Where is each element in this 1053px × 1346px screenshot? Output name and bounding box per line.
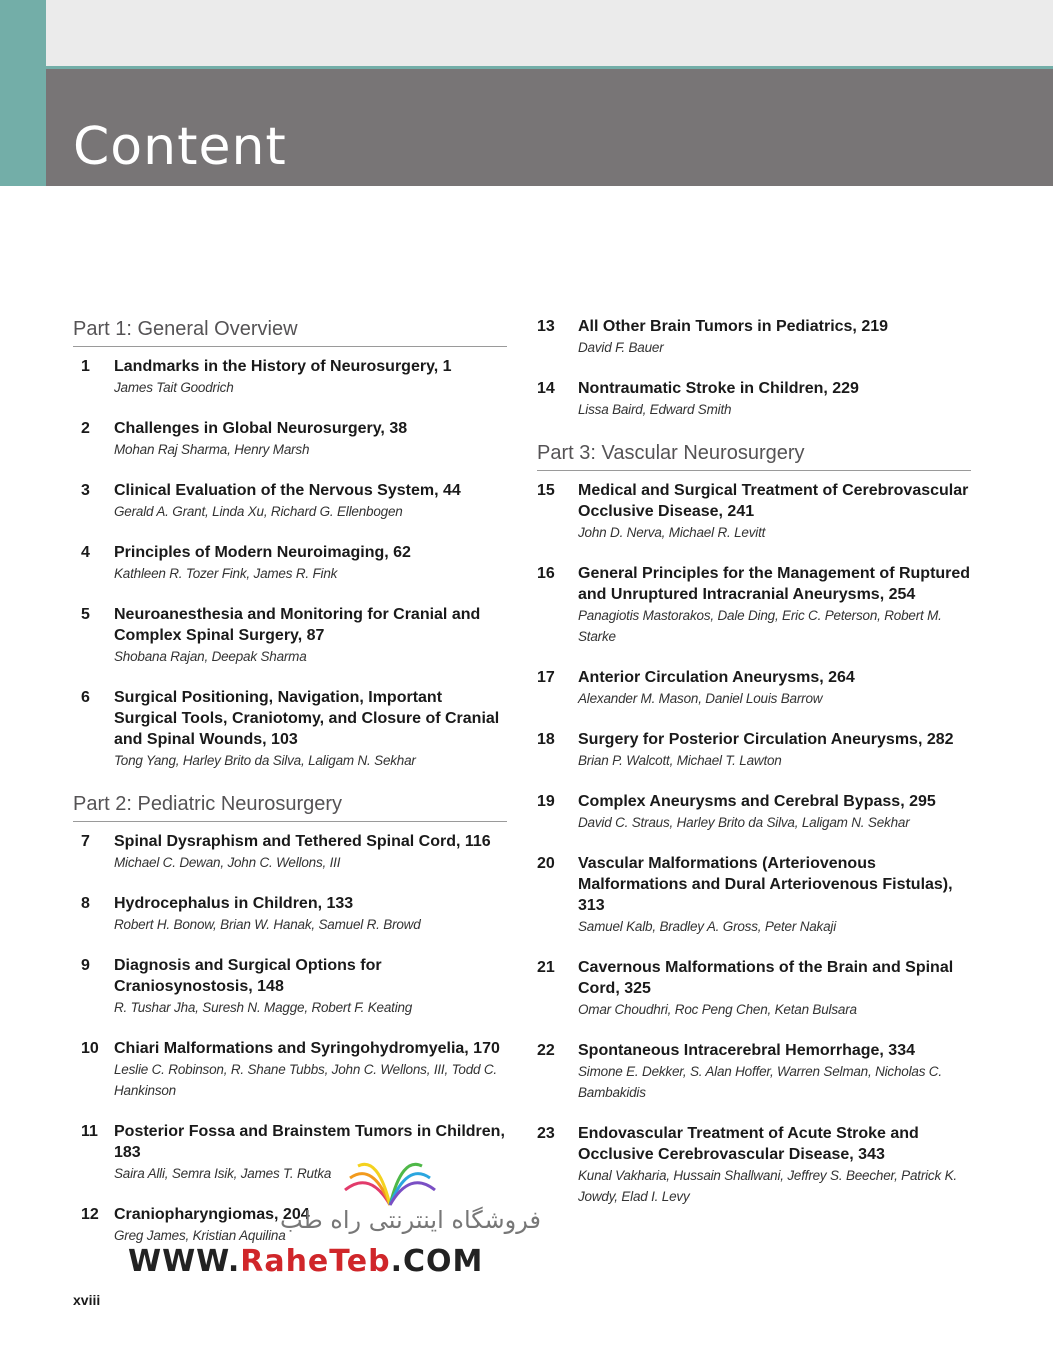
chapter-number: 19 — [537, 793, 555, 810]
chapter-authors: Simone E. Dekker, S. Alan Hoffer, Warren Selman, Nicholas C. Bambakidis — [578, 1064, 942, 1100]
chapter-title: General Principles for the Management of Ruptured and Unruptured Intracranial Aneurysms, 254 — [578, 565, 971, 603]
toc-entry — [73, 542, 507, 584]
chapter-title: Challenges in Global Neurosurgery, 38 — [114, 420, 408, 437]
chapter-title: Hydrocephalus in Children, 133 — [114, 895, 354, 912]
toc-entry — [537, 378, 971, 420]
chapter-number: 15 — [537, 482, 555, 499]
chapter-authors: David C. Straus, Harley Brito da Silva, Laligam N. Sekhar — [578, 815, 910, 830]
toc-entry — [73, 356, 507, 398]
part-heading: Part 1: General Overview — [73, 316, 507, 347]
toc-part — [537, 316, 971, 420]
toc-entry — [73, 955, 507, 1018]
chapter-title: Spontaneous Intracerebral Hemorrhage, 334 — [578, 1042, 915, 1059]
toc-column-right — [537, 316, 971, 1227]
chapter-title: Principles of Modern Neuroimaging, 62 — [114, 544, 411, 561]
chapter-number: 2 — [81, 420, 90, 437]
toc-entry — [537, 563, 971, 647]
chapter-title: Neuroanesthesia and Monitoring for Cranial and Complex Spinal Surgery, 87 — [114, 606, 481, 644]
toc-entry — [537, 791, 971, 833]
chapter-title: Endovascular Treatment of Acute Stroke and Occlusive Cerebrovascular Disease, 343 — [578, 1125, 919, 1163]
toc-entry — [537, 480, 971, 543]
chapter-title: Chiari Malformations and Syringohydromyelia, 170 — [114, 1040, 500, 1057]
toc-entry — [73, 687, 507, 771]
chapter-title: Vascular Malformations (Arteriovenous Malformations and Dural Arteriovenous Fistulas), 313 — [578, 855, 953, 914]
page-folio: xviii — [73, 1292, 101, 1308]
chapter-authors: Greg James, Kristian Aquilina — [114, 1228, 286, 1243]
chapter-number: 22 — [537, 1042, 555, 1059]
part-heading: Part 2: Pediatric Neurosurgery — [73, 791, 507, 822]
toc-entry — [73, 418, 507, 460]
chapter-authors: Michael C. Dewan, John C. Wellons, III — [114, 855, 341, 870]
chapter-authors: David F. Bauer — [578, 340, 664, 355]
chapter-number: 8 — [81, 895, 90, 912]
open-book-logo-icon — [340, 1150, 440, 1210]
chapter-number: 11 — [81, 1123, 98, 1140]
toc-entry — [73, 1038, 507, 1101]
chapter-title: Diagnosis and Surgical Options for Craniosynostosis, 148 — [114, 957, 382, 995]
chapter-title: Craniopharyngiomas, 204 — [114, 1206, 310, 1223]
chapter-authors: Samuel Kalb, Bradley A. Gross, Peter Nakaji — [578, 919, 837, 934]
chapter-title: Medical and Surgical Treatment of Cerebrovascular Occlusive Disease, 241 — [578, 482, 969, 520]
toc-entry — [73, 831, 507, 873]
chapter-authors: James Tait Goodrich — [114, 380, 234, 395]
chapter-authors: Shobana Rajan, Deepak Sharma — [114, 649, 307, 664]
chapter-title: Surgical Positioning, Navigation, Important Surgical Tools, Craniotomy, and Closure of Cranial and Spinal Wounds, 103 — [114, 689, 500, 748]
chapter-number: 4 — [81, 544, 90, 561]
chapter-number: 20 — [537, 855, 555, 872]
chapter-authors: Lissa Baird, Edward Smith — [578, 402, 732, 417]
watermark-url-prefix: WWW. — [128, 1244, 241, 1279]
toc-part — [73, 316, 507, 771]
chapter-authors: Kunal Vakharia, Hussain Shallwani, Jeffrey S. Beecher, Patrick K. Jowdy, Elad I. Levy — [578, 1168, 957, 1204]
chapter-number: 3 — [81, 482, 90, 499]
chapter-authors: Panagiotis Mastorakos, Dale Ding, Eric C. Peterson, Robert M. Starke — [578, 608, 942, 644]
toc-entry — [537, 729, 971, 771]
toc-entry — [537, 667, 971, 709]
chapter-authors: Mohan Raj Sharma, Henry Marsh — [114, 442, 310, 457]
chapter-authors: John D. Nerva, Michael R. Levitt — [578, 525, 766, 540]
chapter-title: All Other Brain Tumors in Pediatrics, 219 — [578, 318, 889, 335]
chapter-number: 10 — [81, 1040, 99, 1057]
chapter-title: Posterior Fossa and Brainstem Tumors in Children, 183 — [114, 1123, 505, 1161]
toc-part — [537, 440, 971, 1207]
chapter-number: 23 — [537, 1125, 555, 1142]
page-title: Content — [73, 117, 287, 177]
toc-entry — [73, 893, 507, 935]
chapter-authors: Kathleen R. Tozer Fink, James R. Fink — [114, 566, 338, 581]
toc-column-left — [73, 316, 507, 1266]
watermark-store-name: فروشگاه اینترنتی راه طب — [280, 1206, 541, 1234]
chapter-title: Surgery for Posterior Circulation Aneurysms, 282 — [578, 731, 954, 748]
toc-entry — [537, 1040, 971, 1103]
chapter-title: Landmarks in the History of Neurosurgery, 1 — [114, 358, 452, 375]
header-top-strip — [46, 0, 1053, 66]
chapter-authors: Omar Choudhri, Roc Peng Chen, Ketan Bulsara — [578, 1002, 857, 1017]
chapter-authors: Robert H. Bonow, Brian W. Hanak, Samuel R. Browd — [114, 917, 421, 932]
chapter-title: Nontraumatic Stroke in Children, 229 — [578, 380, 859, 397]
watermark-url-suffix: .COM — [390, 1244, 484, 1279]
chapter-number: 9 — [81, 957, 90, 974]
chapter-number: 14 — [537, 380, 555, 397]
chapter-title: Spinal Dysraphism and Tethered Spinal Cord, 116 — [114, 833, 491, 850]
chapter-number: 6 — [81, 689, 90, 706]
chapter-authors: Leslie C. Robinson, R. Shane Tubbs, John C. Wellons, III, Todd C. Hankinson — [114, 1062, 497, 1098]
watermark-url — [128, 1244, 483, 1279]
chapter-number: 5 — [81, 606, 90, 623]
chapter-title: Cavernous Malformations of the Brain and Spinal Cord, 325 — [578, 959, 954, 997]
chapter-authors: Tong Yang, Harley Brito da Silva, Laligam N. Sekhar — [114, 753, 416, 768]
toc-entry — [537, 1123, 971, 1207]
chapter-number: 16 — [537, 565, 555, 582]
toc-entry — [537, 316, 971, 358]
chapter-authors: Saira Alli, Semra Isik, James T. Rutka — [114, 1166, 332, 1181]
chapter-title: Complex Aneurysms and Cerebral Bypass, 295 — [578, 793, 936, 810]
toc-entry — [537, 957, 971, 1020]
chapter-number: 12 — [81, 1206, 99, 1223]
chapter-authors: Brian P. Walcott, Michael T. Lawton — [578, 753, 782, 768]
toc-entry — [73, 480, 507, 522]
teal-accent-bar — [0, 0, 46, 186]
chapter-authors: Gerald A. Grant, Linda Xu, Richard G. Ellenbogen — [114, 504, 403, 519]
chapter-number: 21 — [537, 959, 555, 976]
toc-entry — [537, 853, 971, 937]
chapter-number: 13 — [537, 318, 555, 335]
chapter-title: Anterior Circulation Aneurysms, 264 — [578, 669, 855, 686]
part-heading: Part 3: Vascular Neurosurgery — [537, 440, 971, 471]
chapter-title: Clinical Evaluation of the Nervous System, 44 — [114, 482, 461, 499]
chapter-number: 18 — [537, 731, 555, 748]
chapter-authors: R. Tushar Jha, Suresh N. Magge, Robert F. Keating — [114, 1000, 413, 1015]
watermark-url-brand: RaheTeb — [240, 1244, 391, 1279]
chapter-authors: Alexander M. Mason, Daniel Louis Barrow — [578, 691, 823, 706]
chapter-number: 7 — [81, 833, 90, 850]
toc-entry — [73, 604, 507, 667]
chapter-number: 17 — [537, 669, 555, 686]
chapter-number: 1 — [81, 358, 90, 375]
